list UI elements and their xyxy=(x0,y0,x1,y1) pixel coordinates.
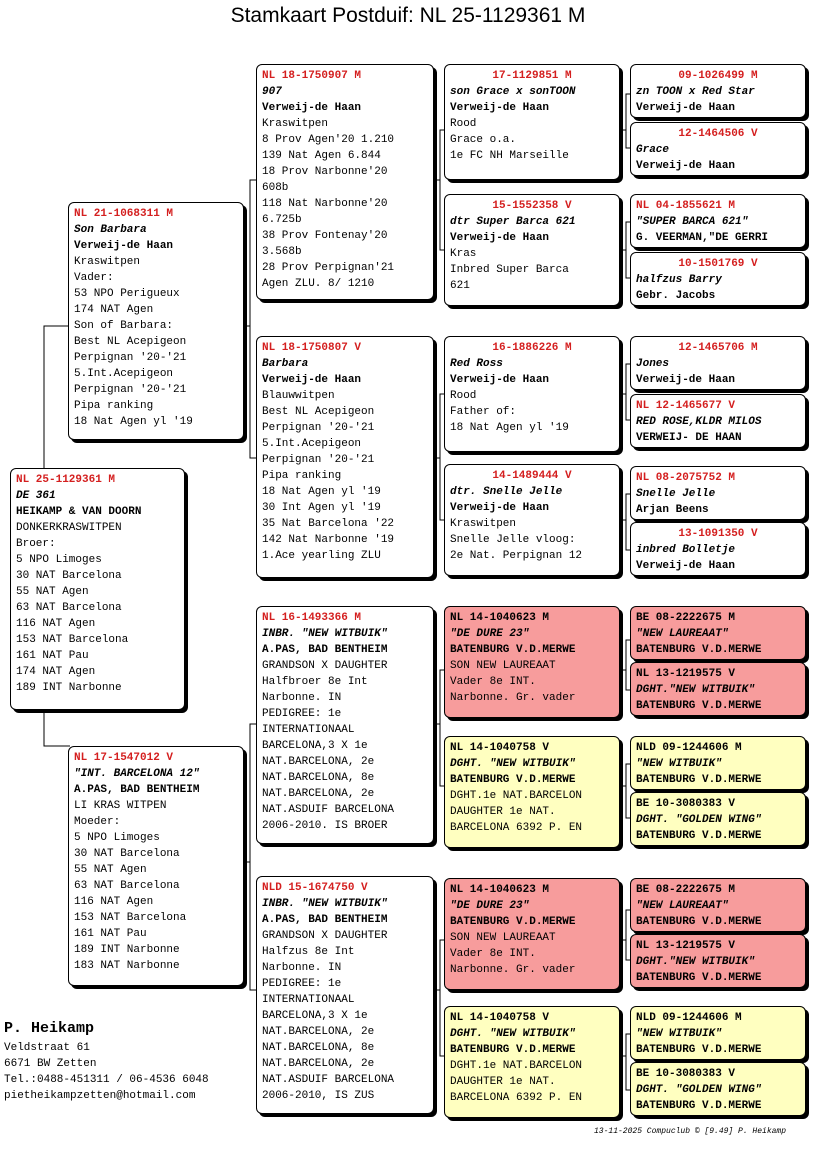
info-line: 621 xyxy=(450,280,470,292)
info-line: INTERNATIONAAL xyxy=(262,994,355,1006)
info-line: Best NL Acepigeon xyxy=(74,336,187,348)
pigeon-name: "NEW WITBUIK" xyxy=(636,1028,722,1040)
info-line: 18 Prov Narbonne'20 xyxy=(262,166,388,178)
info-line: Narbonne. IN xyxy=(262,962,342,974)
info-line: NAT.ASDUIF BARCELONA xyxy=(262,1074,395,1086)
info-line: INTERNATIONAAL xyxy=(262,724,355,736)
owner-name: HEIKAMP & VAN DOORN xyxy=(16,506,142,518)
pigeon-name: Grace xyxy=(636,144,670,156)
ring-number: NL 14-1040623 M xyxy=(450,884,550,896)
info-line: 35 Nat Barcelona '22 xyxy=(262,518,395,530)
breeder-city: 6671 BW Zetten xyxy=(4,1058,97,1070)
ring-number: NL 14-1040758 V xyxy=(450,1012,550,1024)
pigeon-name: "NEW LAUREAAT" xyxy=(636,628,729,640)
info-line: Rood xyxy=(450,118,477,130)
info-line: Blauwwitpen xyxy=(262,390,335,402)
pigeon-name: DGHT."NEW WITBUIK" xyxy=(636,956,755,968)
owner-name: BATENBURG V.D.MERWE xyxy=(450,916,576,928)
pigeon-info xyxy=(450,658,614,706)
info-line: DGHT.1e NAT.BARCELON xyxy=(450,1060,583,1072)
owner-name: VERWEIJ- DE HAAN xyxy=(636,432,742,444)
info-line: Vader 8e INT. xyxy=(450,948,536,960)
info-line: Pipa ranking xyxy=(74,400,154,412)
pigeon-info xyxy=(450,116,614,164)
great-grandparent-card[interactable] xyxy=(444,336,620,452)
pigeon-info xyxy=(262,928,428,1104)
pigeon-info xyxy=(450,246,614,294)
ring-number: 13-1091350 V xyxy=(678,528,758,540)
info-line: 3.568b xyxy=(262,246,302,258)
pigeon-name: "NEW WITBUIK" xyxy=(636,758,722,770)
info-line: NAT.BARCELONA, 2e xyxy=(262,1026,375,1038)
info-line: 5.Int.Acepigeon xyxy=(74,368,174,380)
gg-grandparent-card[interactable] xyxy=(630,394,806,448)
gg-grandparent-card[interactable] xyxy=(630,64,806,118)
ring-number: 15-1552358 V xyxy=(492,200,572,212)
info-line: 5.Int.Acepigeon xyxy=(262,438,362,450)
ring-number: NL 08-2075752 M xyxy=(636,472,736,484)
breeder-street: Veldstraat 61 xyxy=(4,1042,90,1054)
pigeon-name: DGHT. "GOLDEN WING" xyxy=(636,814,762,826)
info-line: 161 NAT Pau xyxy=(74,928,147,940)
gg-grandparent-card[interactable] xyxy=(630,336,806,390)
granddam-maternal-card[interactable] xyxy=(256,876,434,1114)
info-line: BARCELONA 6392 P. EN xyxy=(450,822,583,834)
pigeon-name: Barbara xyxy=(262,358,309,370)
pigeon-name: inbred Bolletje xyxy=(636,544,736,556)
gg-grandparent-card[interactable] xyxy=(630,252,806,306)
info-line: GRANDSON X DAUGHTER xyxy=(262,930,388,942)
pigeon-name: halfzus Barry xyxy=(636,274,722,286)
owner-name: Verweij-de Haan xyxy=(450,502,550,514)
gg-grandparent-card[interactable] xyxy=(630,1062,806,1116)
pigeon-name: dtr Super Barca 621 xyxy=(450,216,576,228)
info-line: 28 Prov Perpignan'21 xyxy=(262,262,395,274)
mother-card[interactable] xyxy=(68,746,244,986)
ring-number: NL 14-1040758 V xyxy=(450,742,550,754)
pigeon-name: Snelle Jelle xyxy=(636,488,716,500)
great-grandparent-card[interactable] xyxy=(444,606,620,718)
ring-number: 12-1465706 M xyxy=(678,342,758,354)
pigeon-name: Red Ross xyxy=(450,358,503,370)
info-line: Rood xyxy=(450,390,477,402)
gg-grandparent-card[interactable] xyxy=(630,122,806,176)
great-grandparent-card[interactable] xyxy=(444,736,620,848)
info-line: 38 Prov Fontenay'20 xyxy=(262,230,388,242)
ring-number: 12-1464506 V xyxy=(678,128,758,140)
owner-name: A.PAS, BAD BENTHEIM xyxy=(262,914,388,926)
owner-name: BATENBURG V.D.MERWE xyxy=(450,644,576,656)
pigeon-info xyxy=(74,254,238,430)
info-line: 2e Nat. Perpignan 12 xyxy=(450,550,583,562)
pigeon-info xyxy=(74,798,238,974)
pigeon-name: Son Barbara xyxy=(74,224,147,236)
father-card[interactable] xyxy=(68,202,244,440)
info-line: 183 NAT Narbonne xyxy=(74,960,180,972)
info-line: 116 NAT Agen xyxy=(74,896,154,908)
info-line: Best NL Acepigeon xyxy=(262,406,375,418)
info-line: 139 Nat Agen 6.844 xyxy=(262,150,381,162)
info-line: NAT.ASDUIF BARCELONA xyxy=(262,804,395,816)
pigeon-name: "DE DURE 23" xyxy=(450,628,530,640)
owner-name: Verweij-de Haan xyxy=(262,374,362,386)
pigeon-info xyxy=(450,1058,614,1106)
pigeon-info xyxy=(262,388,428,564)
great-grandparent-card[interactable] xyxy=(444,64,620,180)
info-line: 5 NPO Limoges xyxy=(16,554,102,566)
info-line: NAT.BARCELONA, 8e xyxy=(262,1042,375,1054)
info-line: 1e FC NH Marseille xyxy=(450,150,569,162)
info-line: 63 NAT Barcelona xyxy=(74,880,180,892)
info-line: BARCELONA,3 X 1e xyxy=(262,1010,368,1022)
info-line: 18 Nat Agen yl '19 xyxy=(450,422,569,434)
info-line: Snelle Jelle vloog: xyxy=(450,534,576,546)
owner-name: Verweij-de Haan xyxy=(636,374,736,386)
gg-grandparent-card[interactable] xyxy=(630,662,806,716)
info-line: 63 NAT Barcelona xyxy=(16,602,122,614)
ring-number: NL 04-1855621 M xyxy=(636,200,736,212)
info-line: PEDIGREE: 1e xyxy=(262,708,342,720)
info-line: 8 Prov Agen'20 1.210 xyxy=(262,134,395,146)
gg-grandparent-card[interactable] xyxy=(630,1006,806,1060)
gg-grandparent-card[interactable] xyxy=(630,522,806,576)
pigeon-name: "NEW LAUREAAT" xyxy=(636,900,729,912)
pigeon-name: "INT. BARCELONA 12" xyxy=(74,768,200,780)
gg-grandparent-card[interactable] xyxy=(630,736,806,790)
gg-grandparent-card[interactable] xyxy=(630,466,806,520)
pigeon-name: DGHT. "GOLDEN WING" xyxy=(636,1084,762,1096)
info-line: Perpignan '20-'21 xyxy=(262,454,375,466)
info-line: Moeder: xyxy=(74,816,121,828)
info-line: Father of: xyxy=(450,406,517,418)
info-line: Vader: xyxy=(74,272,114,284)
ring-number: NL 16-1493366 M xyxy=(262,612,362,624)
owner-name: G. VEERMAN,"DE GERRI xyxy=(636,232,769,244)
info-line: Agen ZLU. 8/ 1210 xyxy=(262,278,375,290)
breeder-name: P. Heikamp xyxy=(4,1020,95,1037)
ring-number: NL 14-1040623 M xyxy=(450,612,550,624)
info-line: NAT.BARCELONA, 8e xyxy=(262,772,375,784)
ring-number: BE 08-2222675 M xyxy=(636,884,736,896)
ring-number: 10-1501769 V xyxy=(678,258,758,270)
info-line: Perpignan '20-'21 xyxy=(74,352,187,364)
owner-name: BATENBURG V.D.MERWE xyxy=(636,972,762,984)
info-line: 153 NAT Barcelona xyxy=(16,634,129,646)
pigeon-name: son Grace x sonTOON xyxy=(450,86,576,98)
pigeon-name: RED ROSE,KLDR MILOS xyxy=(636,416,762,428)
pigeon-name: INBR. "NEW WITBUIK" xyxy=(262,628,388,640)
ring-number: NL 13-1219575 V xyxy=(636,668,736,680)
info-line: 189 INT Narbonne xyxy=(74,944,180,956)
owner-name: BATENBURG V.D.MERWE xyxy=(636,1044,762,1056)
owner-name: Verweij-de Haan xyxy=(636,560,736,572)
owner-name: A.PAS, BAD BENTHEIM xyxy=(262,644,388,656)
ring-number: NL 25-1129361 M xyxy=(16,474,116,486)
info-line: 161 NAT Pau xyxy=(16,650,89,662)
info-line: 118 Nat Narbonne'20 xyxy=(262,198,388,210)
info-line: 608b xyxy=(262,182,289,194)
info-line: 2006-2010. IS BROER xyxy=(262,820,388,832)
owner-name: BATENBURG V.D.MERWE xyxy=(636,1100,762,1112)
info-line: LI KRAS WITPEN xyxy=(74,800,167,812)
pigeon-info xyxy=(16,520,179,696)
owner-name: Gebr. Jacobs xyxy=(636,290,716,302)
info-line: Kraswitpen xyxy=(74,256,141,268)
grandsire-maternal-card[interactable] xyxy=(256,606,434,844)
grandsire-paternal-card[interactable] xyxy=(256,64,434,300)
info-line: Pipa ranking xyxy=(262,470,342,482)
breeder-email[interactable]: pietheikampzetten@hotmail.com xyxy=(4,1090,196,1102)
info-line: 189 INT Narbonne xyxy=(16,682,122,694)
info-line: Vader 8e INT. xyxy=(450,676,536,688)
ring-number: NLD 09-1244606 M xyxy=(636,1012,742,1024)
info-line: NAT.BARCELONA, 2e xyxy=(262,1058,375,1070)
owner-name: Verweij-de Haan xyxy=(636,160,736,172)
pigeon-name: DGHT. "NEW WITBUIK" xyxy=(450,1028,576,1040)
ring-number: NL 13-1219575 V xyxy=(636,940,736,952)
info-line: Halfbroer 8e Int xyxy=(262,676,368,688)
info-line: BARCELONA,3 X 1e xyxy=(262,740,368,752)
info-line: 174 NAT Agen xyxy=(16,666,96,678)
info-line: Halfzus 8e Int xyxy=(262,946,355,958)
owner-name: A.PAS, BAD BENTHEIM xyxy=(74,784,200,796)
pigeon-name: Jones xyxy=(636,358,670,370)
info-line: SON NEW LAUREAAT xyxy=(450,660,556,672)
ring-number: 17-1129851 M xyxy=(492,70,572,82)
info-line: 53 NPO Perigueux xyxy=(74,288,180,300)
info-line: Kraswitpen xyxy=(450,518,517,530)
info-line: 2006-2010, IS ZUS xyxy=(262,1090,375,1102)
pigeon-info xyxy=(262,658,428,834)
owner-name: BATENBURG V.D.MERWE xyxy=(636,774,762,786)
breeder-contact xyxy=(4,1018,209,1104)
info-line: Son of Barbara: xyxy=(74,320,174,332)
info-line: 1.Ace yearling ZLU xyxy=(262,550,381,562)
ring-number: NL 18-1750907 M xyxy=(262,70,362,82)
info-line: Narbonne. Gr. vader xyxy=(450,692,576,704)
owner-name: Verweij-de Haan xyxy=(262,102,362,114)
ring-number: 09-1026499 M xyxy=(678,70,758,82)
ring-number: NL 21-1068311 M xyxy=(74,208,174,220)
owner-name: BATENBURG V.D.MERWE xyxy=(450,1044,576,1056)
info-line: DGHT.1e NAT.BARCELON xyxy=(450,790,583,802)
owner-name: Arjan Beens xyxy=(636,504,709,516)
pigeon-name: "DE DURE 23" xyxy=(450,900,530,912)
great-grandparent-card[interactable] xyxy=(444,1006,620,1118)
breeder-phone: Tel.:0488-451311 / 06-4536 6048 xyxy=(4,1074,209,1086)
info-line: 116 NAT Agen xyxy=(16,618,96,630)
gg-grandparent-card[interactable] xyxy=(630,934,806,988)
info-line: Perpignan '20-'21 xyxy=(74,384,187,396)
info-line: SON NEW LAUREAAT xyxy=(450,932,556,944)
pigeon-name: dtr. Snelle Jelle xyxy=(450,486,563,498)
ring-number: NL 12-1465677 V xyxy=(636,400,736,412)
info-line: DAUGHTER 1e NAT. xyxy=(450,806,556,818)
owner-name: Verweij-de Haan xyxy=(450,102,550,114)
info-line: 18 Nat Agen yl '19 xyxy=(74,416,193,428)
info-line: NAT.BARCELONA, 2e xyxy=(262,756,375,768)
owner-name: BATENBURG V.D.MERWE xyxy=(636,916,762,928)
owner-name: Verweij-de Haan xyxy=(74,240,174,252)
pigeon-name: zn TOON x Red Star xyxy=(636,86,755,98)
info-line: 6.725b xyxy=(262,214,302,226)
ring-number: BE 10-3080383 V xyxy=(636,798,736,810)
info-line: NAT.BARCELONA, 2e xyxy=(262,788,375,800)
great-grandparent-card[interactable] xyxy=(444,878,620,990)
pigeon-name: 907 xyxy=(262,86,282,98)
owner-name: BATENBURG V.D.MERWE xyxy=(636,700,762,712)
subject-pigeon-card[interactable] xyxy=(10,468,185,710)
owner-name: Verweij-de Haan xyxy=(636,102,736,114)
pigeon-name: DE 361 xyxy=(16,490,56,502)
info-line: GRANDSON X DAUGHTER xyxy=(262,660,388,672)
owner-name: BATENBURG V.D.MERWE xyxy=(636,830,762,842)
ring-number: 16-1886226 M xyxy=(492,342,572,354)
info-line: Kraswitpen xyxy=(262,118,329,130)
gg-grandparent-card[interactable] xyxy=(630,792,806,846)
page-title: Stamkaart Postduif: NL 25-1129361 M xyxy=(230,4,586,27)
info-line: BARCELONA 6392 P. EN xyxy=(450,1092,583,1104)
gg-grandparent-card[interactable] xyxy=(630,606,806,660)
pigeon-name: "SUPER BARCA 621" xyxy=(636,216,749,228)
info-line: Inbred Super Barca xyxy=(450,264,569,276)
info-line: 55 NAT Agen xyxy=(74,864,147,876)
pigeon-info xyxy=(450,516,614,564)
gg-grandparent-card[interactable] xyxy=(630,878,806,932)
info-line: 153 NAT Barcelona xyxy=(74,912,187,924)
pigeon-info xyxy=(450,930,614,978)
gg-grandparent-card[interactable] xyxy=(630,194,806,248)
pigeon-info xyxy=(450,788,614,836)
ring-number: NL 17-1547012 V xyxy=(74,752,174,764)
ring-number: BE 10-3080383 V xyxy=(636,1068,736,1080)
ring-number: BE 08-2222675 M xyxy=(636,612,736,624)
info-line: 30 NAT Barcelona xyxy=(16,570,122,582)
owner-name: BATENBURG V.D.MERWE xyxy=(450,774,576,786)
great-grandparent-card[interactable] xyxy=(444,464,620,576)
info-line: DAUGHTER 1e NAT. xyxy=(450,1076,556,1088)
info-line: Narbonne. IN xyxy=(262,692,342,704)
ring-number: NLD 09-1244606 M xyxy=(636,742,742,754)
pigeon-name: DGHT."NEW WITBUIK" xyxy=(636,684,755,696)
pigeon-name: INBR. "NEW WITBUIK" xyxy=(262,898,388,910)
ring-number: 14-1489444 V xyxy=(492,470,572,482)
pigeon-info xyxy=(450,388,614,436)
info-line: 18 Nat Agen yl '19 xyxy=(262,486,381,498)
info-line: DONKERKRASWITPEN xyxy=(16,522,122,534)
great-grandparent-card[interactable] xyxy=(444,194,620,306)
info-line: Perpignan '20-'21 xyxy=(262,422,375,434)
info-line: 55 NAT Agen xyxy=(16,586,89,598)
info-line: 30 Int Agen yl '19 xyxy=(262,502,381,514)
info-line: 174 NAT Agen xyxy=(74,304,154,316)
ring-number: NLD 15-1674750 V xyxy=(262,882,368,894)
info-line: 142 Nat Narbonne '19 xyxy=(262,534,395,546)
owner-name: BATENBURG V.D.MERWE xyxy=(636,644,762,656)
footer-credit: 13-11-2025 Compuclub © [9.49] P. Heikamp xyxy=(594,1127,787,1136)
ring-number: NL 18-1750807 V xyxy=(262,342,362,354)
info-line: PEDIGREE: 1e xyxy=(262,978,342,990)
info-line: 30 NAT Barcelona xyxy=(74,848,180,860)
granddam-paternal-card[interactable] xyxy=(256,336,434,578)
pigeon-name: DGHT. "NEW WITBUIK" xyxy=(450,758,576,770)
pigeon-info xyxy=(262,116,428,292)
info-line: Kras xyxy=(450,248,477,260)
info-line: Grace o.a. xyxy=(450,134,517,146)
info-line: Narbonne. Gr. vader xyxy=(450,964,576,976)
owner-name: Verweij-de Haan xyxy=(450,374,550,386)
owner-name: Verweij-de Haan xyxy=(450,232,550,244)
info-line: Broer: xyxy=(16,538,56,550)
info-line: 5 NPO Limoges xyxy=(74,832,160,844)
